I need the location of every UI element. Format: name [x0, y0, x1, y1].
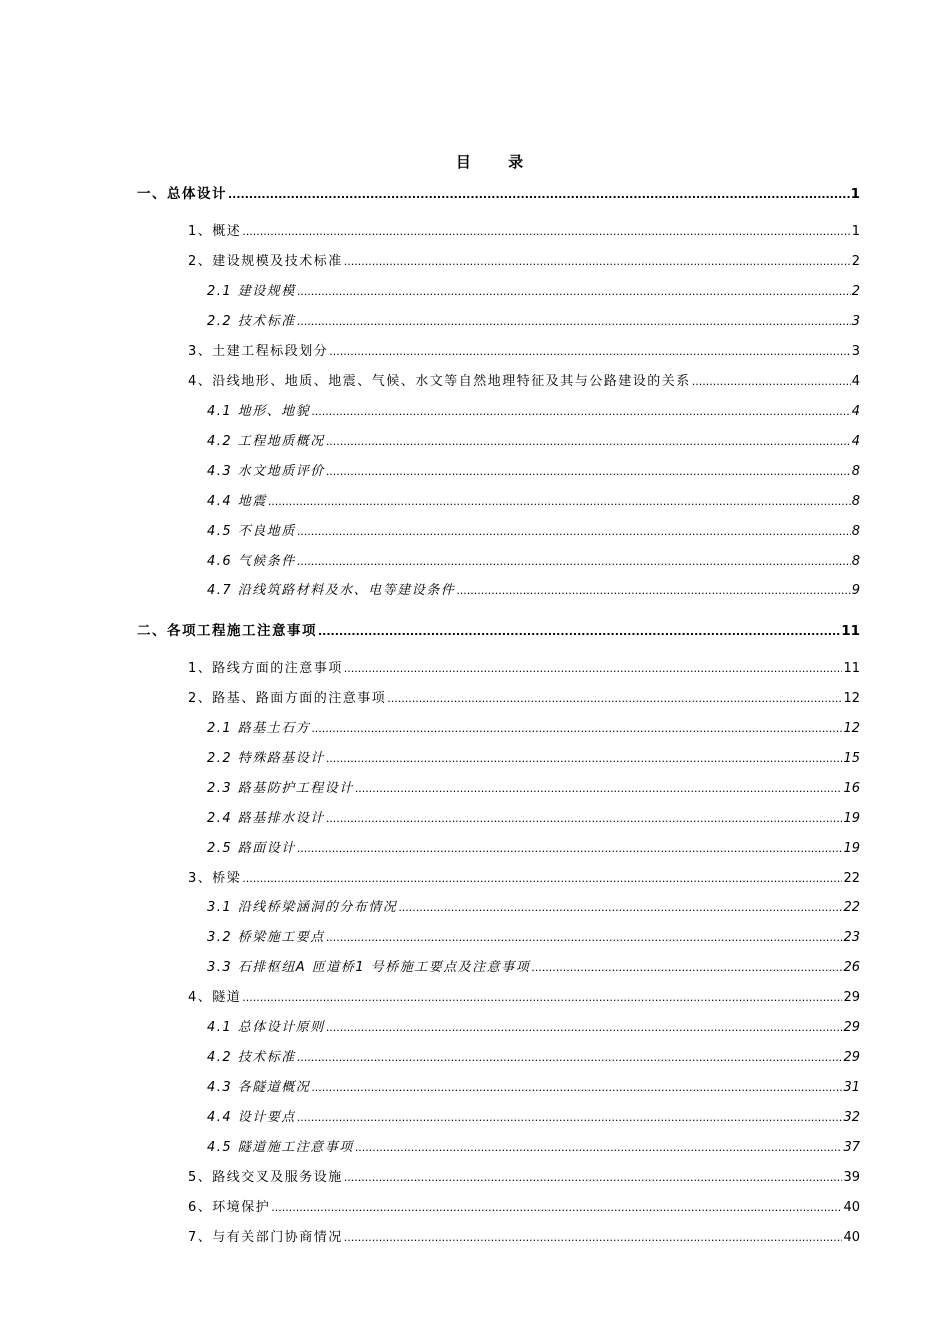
toc-entry[interactable]	[207, 959, 860, 977]
toc-page-number: 2	[851, 284, 860, 299]
toc-page-number: 9	[851, 583, 860, 598]
toc-entry-text: 2.4 路基排水设计	[207, 811, 325, 826]
toc-page-number: 8	[851, 494, 860, 509]
toc-page-number: 22	[843, 900, 860, 915]
toc-page-number: 31	[843, 1080, 860, 1095]
toc-dot-leader	[311, 403, 850, 421]
toc-entry-text: 4、沿线地形、地质、地震、气候、水文等自然地理特征及其与公路建设的关系	[188, 374, 691, 389]
toc-dot-leader	[297, 313, 851, 331]
toc-dot-leader	[268, 493, 851, 511]
toc-entry-text: 2.3 路基防护工程设计	[207, 781, 354, 796]
toc-entry-text: 4.2 技术标准	[207, 1050, 296, 1065]
toc-entry-text: 3.3 石排枢纽A 匝道桥1 号桥施工要点及注意事项	[207, 960, 531, 975]
toc-dot-leader	[344, 660, 843, 678]
toc-entry-text: 4.6 气候条件	[207, 554, 296, 569]
toc-page-number: 22	[843, 871, 860, 886]
toc-entry[interactable]	[188, 870, 860, 888]
toc-entry-text: 3、桥梁	[188, 871, 242, 886]
toc-entry-text: 4.4 设计要点	[207, 1110, 296, 1125]
toc-page-number: 16	[843, 781, 860, 796]
toc-page-number: 1	[850, 186, 860, 202]
toc-entry-text: 4.3 各隧道概况	[207, 1080, 311, 1095]
toc-entry-text: 3.2 桥梁施工要点	[207, 930, 325, 945]
toc-dot-leader	[326, 750, 843, 768]
toc-entry-text: 4.5 隧道施工注意事项	[207, 1140, 354, 1155]
toc-dot-leader	[387, 690, 842, 708]
toc-page-number: 12	[843, 691, 860, 706]
toc-entry[interactable]	[188, 343, 860, 361]
toc-entry[interactable]	[188, 1199, 860, 1217]
toc-entry[interactable]	[207, 403, 860, 421]
toc-entry-text: 1、路线方面的注意事项	[188, 661, 343, 676]
toc-entry[interactable]	[137, 185, 860, 204]
toc-entry[interactable]	[207, 1079, 860, 1097]
toc-entry[interactable]	[207, 899, 860, 917]
toc-entry-text: 4.1 总体设计原则	[207, 1020, 325, 1035]
toc-entry[interactable]	[207, 780, 860, 798]
toc-dot-leader	[242, 223, 850, 241]
toc-entry[interactable]	[207, 750, 860, 768]
toc-entry[interactable]	[207, 840, 860, 858]
toc-entry-text: 6、环境保护	[188, 1200, 271, 1215]
toc-page-number: 29	[843, 1020, 860, 1035]
toc-entry[interactable]	[207, 929, 860, 947]
toc-entry-text: 4、隧道	[188, 990, 242, 1005]
toc-page-number: 8	[851, 554, 860, 569]
toc-entry-text: 2.1 建设规模	[207, 284, 296, 299]
toc-entry[interactable]	[188, 1169, 860, 1187]
toc-entry-text: 2.2 特殊路基设计	[207, 751, 325, 766]
toc-dot-leader	[297, 523, 851, 541]
toc-entry[interactable]	[207, 582, 860, 600]
toc-dot-leader	[242, 989, 842, 1007]
toc-entry[interactable]	[207, 433, 860, 451]
toc-entry-text: 二、各项工程施工注意事项	[137, 623, 317, 639]
toc-entry[interactable]	[207, 810, 860, 828]
toc-entry-text: 4.1 地形、地貌	[207, 404, 311, 419]
toc-page-number: 8	[851, 464, 860, 479]
toc-dot-leader	[355, 780, 843, 798]
toc-dot-leader	[326, 463, 851, 481]
toc-page-number: 12	[843, 721, 860, 736]
toc-entry[interactable]	[207, 523, 860, 541]
toc-entry[interactable]	[137, 622, 860, 641]
toc-entry-text: 2、建设规模及技术标准	[188, 254, 343, 269]
toc-dot-leader	[329, 343, 850, 361]
toc-entry-text: 4.2 工程地质概况	[207, 434, 325, 449]
toc-page-number: 1	[851, 224, 860, 239]
toc-entry[interactable]	[207, 283, 860, 301]
toc-entry[interactable]	[207, 1139, 860, 1157]
toc-entry-text: 一、总体设计	[137, 186, 227, 202]
toc-entry[interactable]	[188, 989, 860, 1007]
toc-dot-leader	[326, 1019, 843, 1037]
toc-page-number: 26	[843, 960, 860, 975]
toc-entry-text: 1、概述	[188, 224, 242, 239]
toc-dot-leader	[297, 283, 851, 301]
toc-page-number: 19	[843, 841, 860, 856]
toc-dot-leader	[344, 1229, 843, 1247]
toc-entry[interactable]	[207, 493, 860, 511]
toc-page-number: 39	[843, 1170, 860, 1185]
toc-entry[interactable]	[188, 690, 860, 708]
toc-page-number: 11	[841, 623, 860, 639]
toc-page-number: 2	[851, 254, 860, 269]
toc-page-number: 4	[851, 404, 860, 419]
toc-entry-text: 4.7 沿线筑路材料及水、电等建设条件	[207, 583, 456, 598]
toc-dot-leader	[398, 899, 842, 917]
toc-page-number: 4	[851, 374, 860, 389]
toc-dot-leader	[297, 1109, 843, 1127]
toc-dot-leader	[297, 1049, 843, 1067]
toc-dot-leader	[326, 433, 851, 451]
toc-page-number: 37	[843, 1140, 860, 1155]
toc-entry[interactable]	[207, 1049, 860, 1067]
toc-entry[interactable]	[188, 253, 860, 271]
toc-dot-leader	[318, 623, 840, 641]
toc-entry-text: 4.4 地震	[207, 494, 267, 509]
toc-dot-leader	[531, 959, 842, 977]
toc-entry[interactable]	[188, 373, 860, 391]
toc-dot-leader	[326, 929, 843, 947]
toc-entry[interactable]	[207, 313, 860, 331]
toc-page-number: 11	[843, 661, 860, 676]
toc-entry-text: 2.1 路基土石方	[207, 721, 311, 736]
toc-entry[interactable]	[207, 1019, 860, 1037]
toc-page-number: 29	[843, 1050, 860, 1065]
toc-dot-leader	[297, 553, 851, 571]
toc-entry[interactable]	[188, 660, 860, 678]
toc-dot-leader	[344, 253, 851, 271]
toc-dot-leader	[344, 1169, 843, 1187]
toc-dot-leader	[271, 1199, 842, 1217]
toc-entry-text: 2.5 路面设计	[207, 841, 296, 856]
toc-entry-text: 2.2 技术标准	[207, 314, 296, 329]
toc-dot-leader	[692, 373, 851, 391]
toc-dot-leader	[355, 1139, 843, 1157]
toc-entry-text: 4.5 不良地质	[207, 524, 296, 539]
toc-entry-text: 7、与有关部门协商情况	[188, 1230, 343, 1245]
toc-entry-text: 3、土建工程标段划分	[188, 344, 329, 359]
toc-dot-leader	[242, 870, 842, 888]
toc-page-number: 3	[851, 314, 860, 329]
toc-page-number: 40	[843, 1200, 860, 1215]
toc-dot-leader	[326, 810, 843, 828]
toc-entry[interactable]	[207, 553, 860, 571]
toc-entry-text: 5、路线交叉及服务设施	[188, 1170, 343, 1185]
toc-page-number: 8	[851, 524, 860, 539]
toc-entry[interactable]	[188, 1229, 860, 1247]
toc-dot-leader	[456, 582, 850, 600]
toc-entry-text: 3.1 沿线桥梁涵洞的分布情况	[207, 900, 398, 915]
toc-dot-leader	[228, 186, 850, 204]
toc-entry[interactable]	[207, 720, 860, 738]
toc-page-number: 40	[843, 1230, 860, 1245]
toc-page-number: 32	[843, 1110, 860, 1125]
toc-dot-leader	[297, 840, 843, 858]
toc-page-number: 23	[843, 930, 860, 945]
toc-entry[interactable]	[207, 463, 860, 481]
toc-entry[interactable]	[188, 223, 860, 241]
toc-title: 目 录	[455, 153, 540, 171]
toc-dot-leader	[311, 1079, 842, 1097]
toc-page-number: 4	[851, 434, 860, 449]
toc-page-number: 19	[843, 811, 860, 826]
toc-entry-text: 4.3 水文地质评价	[207, 464, 325, 479]
toc-entry-text: 2、路基、路面方面的注意事项	[188, 691, 387, 706]
toc-entry[interactable]	[207, 1109, 860, 1127]
toc-page-number: 29	[843, 990, 860, 1005]
toc-page-number: 3	[851, 344, 860, 359]
toc-dot-leader	[311, 720, 842, 738]
toc-page-number: 15	[843, 751, 860, 766]
